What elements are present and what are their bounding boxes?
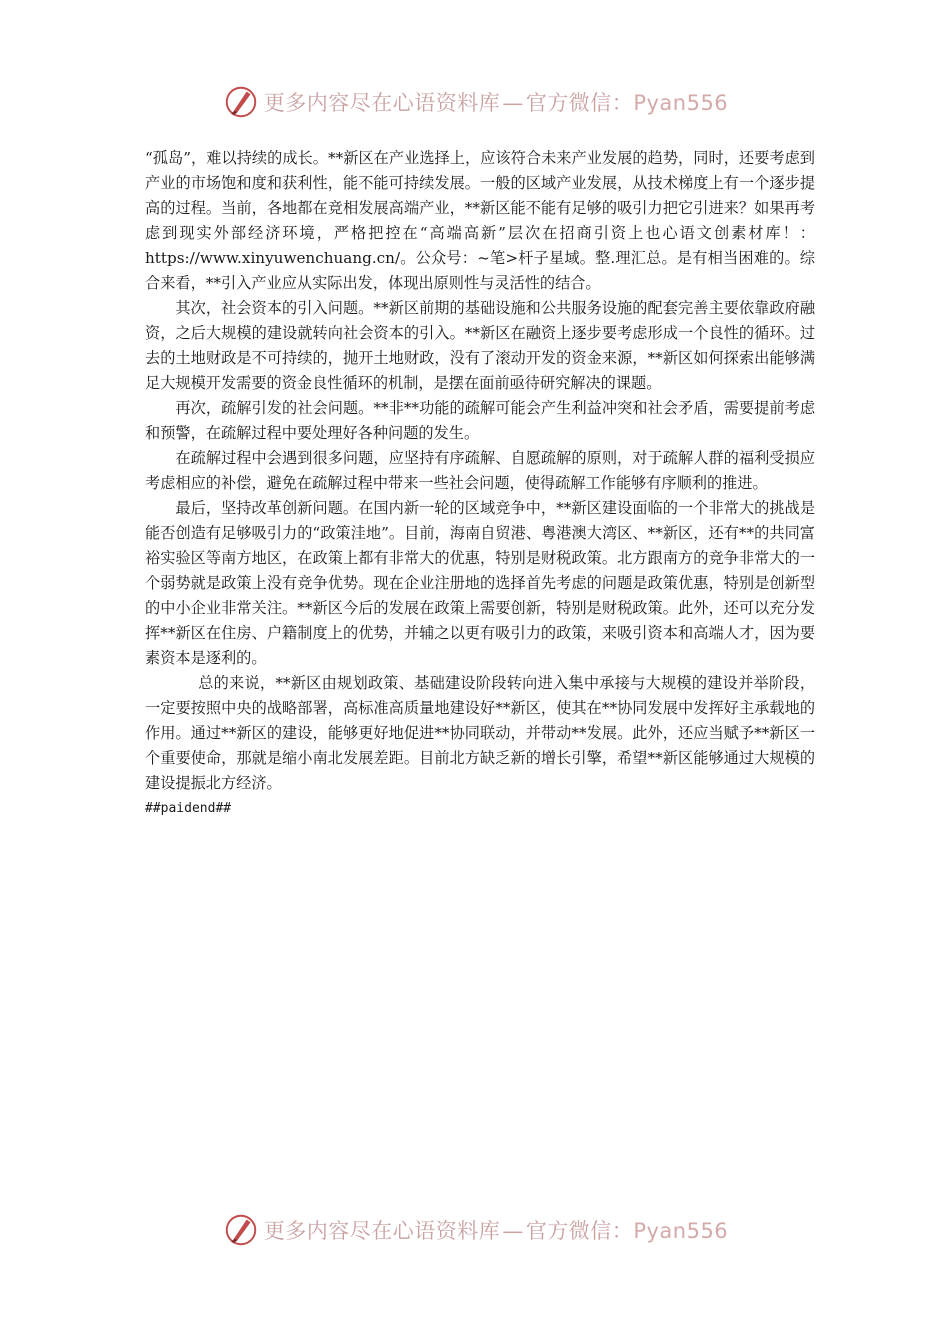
brush-logo-icon (222, 1211, 260, 1249)
end-marker: ##paidend## (145, 801, 232, 816)
paragraph: 最后，坚持改革创新问题。在国内新一轮的区域竞争中，**新区建设面临的一个非常大的挑战是能否创造有足够吸引力的“政策洼地”。目前，海南自贸港、粤港澳大湾区、**新区，还有**的共同富裕实验区等南方地区，在政策上都有非常大的优惠，特别是财税政策。北方跟南方的竞争非常大的一个弱势就是政策上没有竞争优势。现在企业注册地的选择首先考虑的问题是政策优惠，特别是创新型的中小企业非常关注。**新区今后的发展在政策上需要创新，特别是财税政策。此外，还可以充分发挥**新区在住房、户籍制度上的优势，并辅之以更有吸引力的政策，来吸引资本和高端人才，因为要素资本是逐利的。 (145, 499, 815, 667)
footer-banner (0, 1208, 950, 1252)
brush-logo-icon (222, 83, 260, 121)
paragraph: 再次，疏解引发的社会问题。**非**功能的疏解可能会产生利益冲突和社会矛盾，需要提前考虑和预警，在疏解过程中要处理好各种问题的发生。 (145, 399, 815, 442)
banner-text: 更多内容尽在心语资料库—官方微信：Pyan556 (263, 91, 729, 115)
header-banner (0, 80, 950, 124)
document-body (145, 146, 815, 821)
paragraph: 其次，社会资本的引入问题。**新区前期的基础设施和公共服务设施的配套完善主要依靠政府融资，之后大规模的建设就转向社会资本的引入。**新区在融资上逐步要考虑形成一个良性的循环。过去的土地财政是不可持续的，抛开土地财政，没有了滚动开发的资金来源，**新区如何探索出能够满足大规模开发需要的资金良性循环的机制，是摆在面前亟待研究解决的课题。 (145, 299, 815, 392)
paragraph: “孤岛”，难以持续的成长。**新区在产业选择上，应该符合未来产业发展的趋势，同时，还要考虑到产业的市场饱和度和获利性，能不能可持续发展。一般的区域产业发展，从技术梯度上有一个逐步提高的过程。当前，各地都在竞相发展高端产业，**新区能不能有足够的吸引力把它引进来？如果再考虑到现实外部经济环境，严格把控在“高端高新”层次在招商引资上也心语文创素材库！：https://www.xinyuwenchuang.cn/。公众号：~笔>杆子星域。整.理汇总。是有相当困难的。综合来看，**引入产业应从实际出发，体现出原则性与灵活性的结合。 (145, 149, 815, 292)
paragraph: 在疏解过程中会遇到很多问题，应坚持有序疏解、自愿疏解的原则，对于疏解人群的福利受损应考虑相应的补偿，避免在疏解过程中带来一些社会问题，使得疏解工作能够有序顺利的推进。 (145, 449, 815, 492)
paragraph: 总的来说，**新区由规划政策、基础建设阶段转向进入集中承接与大规模的建设并举阶段，一定要按照中央的战略部署，高标准高质量地建设好**新区，使其在**协同发展中发挥好主承载地的作用。通过**新区的建设，能够更好地促进**协同联动，并带动**发展。此外，还应当赋予**新区一个重要使命，那就是缩小南北发展差距。目前北方缺乏新的增长引擎，希望**新区能够通过大规模的建设提振北方经济。 (145, 674, 815, 792)
banner-text: 更多内容尽在心语资料库—官方微信：Pyan556 (263, 1219, 729, 1243)
